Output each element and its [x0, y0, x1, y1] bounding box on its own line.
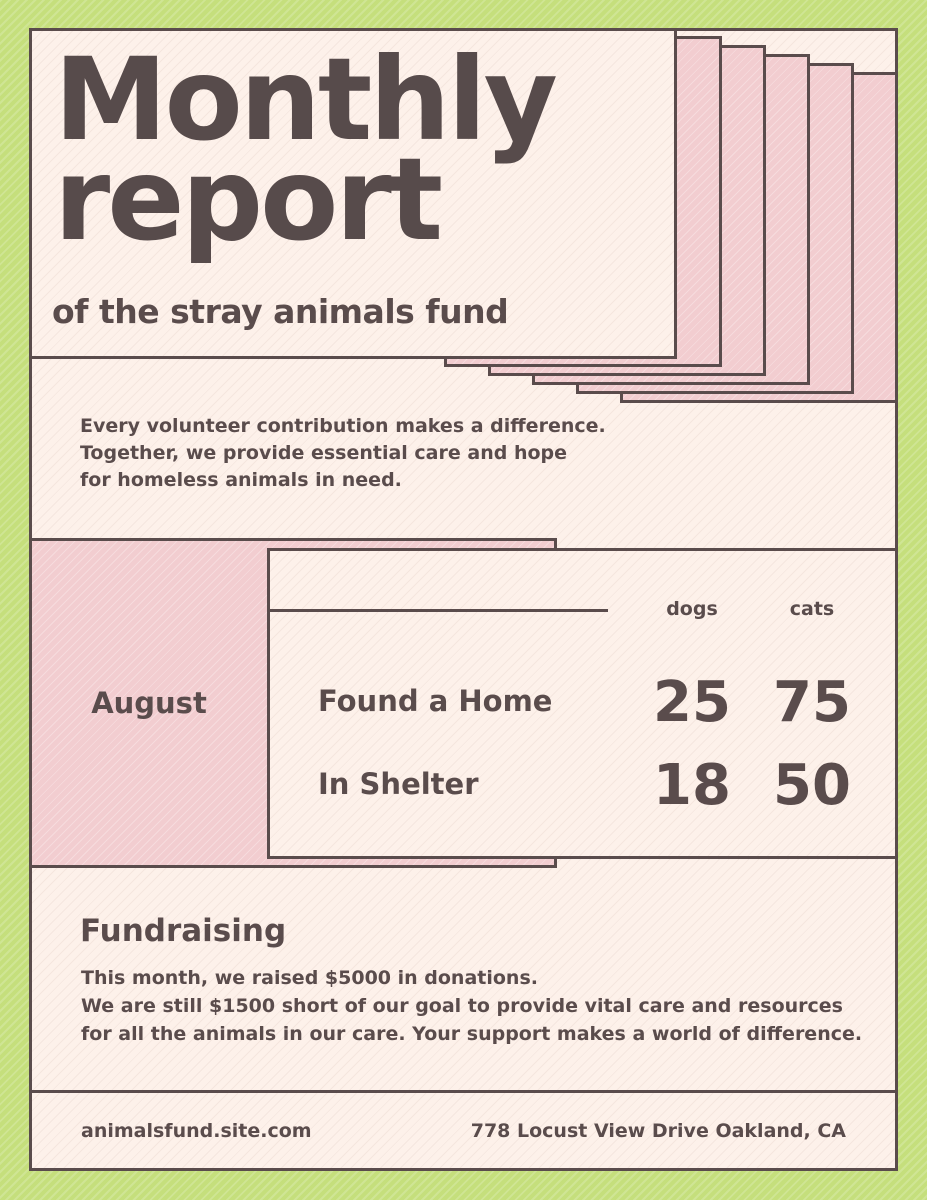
title-line-1: Monthly: [54, 33, 555, 166]
intro-line: Every volunteer contribution makes a difference.: [80, 415, 606, 437]
column-header-cats: cats: [789, 598, 835, 620]
fundraising-line: for all the animals in our care. Your support makes a world of difference.: [81, 1023, 863, 1045]
fundraising-line: We are still $1500 short of our goal to provide vital care and resources: [81, 995, 843, 1017]
in-shelter-dogs-count: 18: [653, 753, 731, 818]
footer-divider: [29, 1090, 898, 1093]
in-shelter-cats-count: 50: [773, 753, 851, 818]
intro-line: Together, we provide essential care and hope: [80, 442, 568, 464]
stats-divider: [267, 609, 608, 612]
report-subtitle: of the stray animals fund: [52, 292, 509, 331]
column-header-dogs: dogs: [666, 598, 718, 620]
intro-line: for homeless animals in need.: [80, 469, 402, 491]
address-text: 778 Locust View Drive Oakland, CA: [470, 1120, 846, 1142]
intro-paragraph: [80, 413, 640, 494]
fundraising-heading: Fundraising: [80, 913, 287, 949]
month-label: August: [91, 686, 207, 720]
website-link[interactable]: animalsfund.site.com: [81, 1120, 312, 1142]
fundraising-paragraph: [81, 964, 871, 1048]
row-label-in-shelter: In Shelter: [318, 767, 479, 801]
found-home-dogs-count: 25: [653, 670, 731, 735]
report-title: [54, 33, 555, 266]
title-line-2: report: [54, 133, 441, 266]
fundraising-line: This month, we raised $5000 in donations.: [81, 967, 538, 989]
found-home-cats-count: 75: [773, 670, 851, 735]
row-label-found-home: Found a Home: [318, 684, 553, 718]
